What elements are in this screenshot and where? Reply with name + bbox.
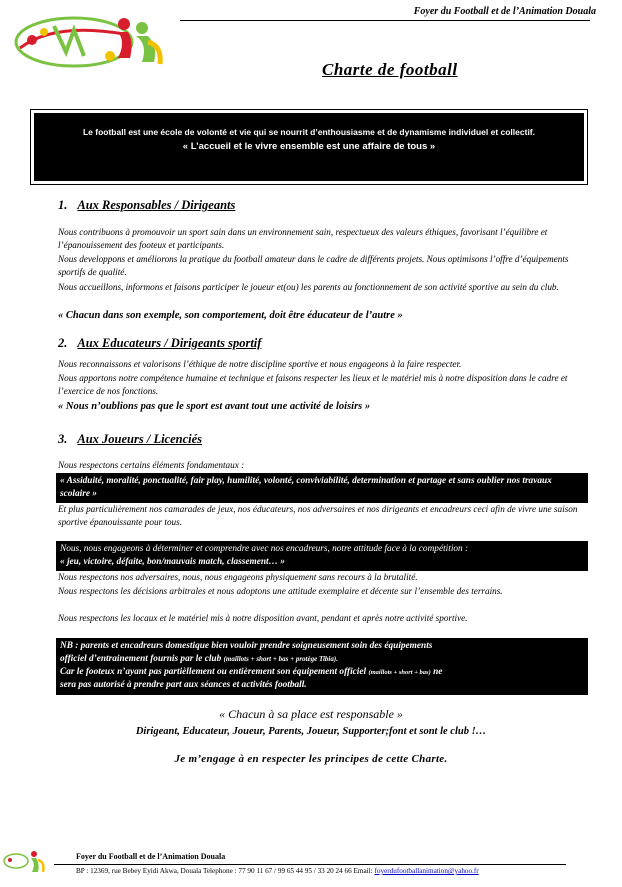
section-2-paragraph-2: Nous apportons notre compétence humaine et technique et faisons respecter les lieux et le matériel mis à notre disposition dans le cadre et l’exercice de nos fonctions. xyxy=(58,373,568,397)
closing-roles: Dirigeant, Educateur, Joueur, Parents, Joueur, Supporter;font et sont le club !… xyxy=(135,726,487,737)
club-logo-icon xyxy=(14,12,164,72)
commitment-line-2: « jeu, victoire, défaite, bon/mauvais match, classement… » xyxy=(60,557,285,567)
footer-address xyxy=(76,867,479,875)
footer-email-link[interactable]: foyerdufootballanimation@yahoo.fr xyxy=(374,867,479,875)
org-title: Foyer du Football et de l’Animation Douala xyxy=(413,6,596,17)
section-3-heading xyxy=(58,432,202,447)
nb-line-3-text: Car le footeux n’ayant pas partièllement ou entièrement son équipement officiel xyxy=(60,667,369,677)
section-2-title: Aux Educateurs / Dirigeants sportif xyxy=(77,336,262,350)
section-3-number: 3. xyxy=(58,432,68,446)
values-bar: « Assiduité, moralité, ponctualité, fair play, humilité, volonté, conviviabilité, determination et partage et sans oublier nos travaux scolaire » xyxy=(56,473,588,503)
nb-line-3 xyxy=(60,666,584,679)
intro-box xyxy=(34,113,584,181)
section-1-heading xyxy=(58,198,235,213)
club-logo-small-icon xyxy=(2,848,46,874)
commitment-line-1: Nous, nous engageons à déterminer et comprendre avec nos encadreurs, notre attitude face à la compétition : xyxy=(60,544,469,554)
nb-line-2-text: officiel d’entrainement fournis par le club xyxy=(60,654,224,664)
section-1-quote: « Chacun dans son exemple, son comportement, doit être éducateur de l’autre » xyxy=(58,310,403,321)
section-1-paragraph-3: Nous accueillons, informons et faisons participer le joueur et(ou) les parents au fonctionnement de son activité sportive au sein du club. xyxy=(58,282,559,292)
section-3-paragraph-4: Nous respectons les locaux et le matériel mis à notre disposition avant, pendant et après notre activité sportive. xyxy=(58,613,468,623)
section-3-title: Aux Joueurs / Licenciés xyxy=(77,432,203,446)
nb-line-2 xyxy=(60,653,584,666)
closing-pledge: Je m’engage à en respecter les principes de cette Charte. xyxy=(174,753,448,765)
footer-divider xyxy=(54,864,566,865)
section-1-paragraph-1: Nous contribuons à promouvoir un sport sain dans un environnement sain, respectueux des valeurs éthiques, favorisant l’équilibre et l’épanouissement des footeux et participants. xyxy=(58,227,548,251)
intro-line-1: Le football est une école de volonté et vie qui se nourrit d’enthousiasme et de dynamisme individuel et collectif. xyxy=(82,127,535,137)
intro-line-2: « L’accueil et le vivre ensemble est une affaire de tous » xyxy=(182,141,436,152)
footer-address-text: BP : 12369, rue Bebey Eyidi Akwa, Douala Telephone : 77 90 11 67 / 99 65 44 95 / 33 20 24 66 Email: xyxy=(76,867,375,875)
nb-line-2-small: (maillots + short + bas + protège Tibia). xyxy=(223,655,338,663)
section-1-paragraph-2: Nous developpons et améliorons la pratique du football amateur dans le cadre de différents projets. Nous optimisons l’offre d’équipements sportifs de qualité. xyxy=(58,254,569,278)
section-3-intro: Nous respectons certains éléments fondamentaux : xyxy=(58,460,245,470)
nb-line-1: NB : parents et encadreurs domestique bien vouloir prendre soigneusement soin des équipements xyxy=(60,641,433,651)
closing-motto: « Chacun à sa place est responsable » xyxy=(219,707,403,721)
nb-line-4: sera pas autorisé à prendre part aux séances et activités football. xyxy=(60,680,307,690)
nb-box xyxy=(56,638,588,695)
footer-org-name: Foyer du Football et de l’Animation Douala xyxy=(76,852,226,861)
commitment-bar xyxy=(56,541,588,571)
section-2-quote: « Nous n’oublions pas que le sport est avant tout une activité de loisirs » xyxy=(58,401,371,412)
section-2-heading xyxy=(58,336,261,351)
section-1-title: Aux Responsables / Dirigeants xyxy=(77,198,236,212)
nb-line-3-end: ne xyxy=(430,667,443,677)
section-3-paragraph-1: Et plus particulièrement nos camarades de jeux, nos éducateurs, nos adversaires et nos dirigeants et encadreurs ceci afin de vivre une saison sportive épanouissante pour tous. xyxy=(58,504,578,528)
section-3-paragraph-3: Nous respectons les décisions arbitrales et nous adoptons une attitude exemplaire et décente sur l’ensemble des terrains. xyxy=(58,586,503,596)
section-2-number: 2. xyxy=(58,336,68,350)
nb-line-3-small: (maillots + short + bas) xyxy=(368,669,431,676)
section-3-paragraph-2: Nous respectons nos adversaires, nous, nous engageons physiquement sans recours à la brutalité. xyxy=(58,572,418,582)
header-divider xyxy=(180,20,590,21)
section-1-number: 1. xyxy=(58,198,68,212)
section-2-paragraph-1: Nous reconnaissons et valorisons l’éthique de notre discipline sportive et nous engageons à la faire respecter. xyxy=(58,359,462,369)
document-title: Charte de football xyxy=(322,60,458,79)
